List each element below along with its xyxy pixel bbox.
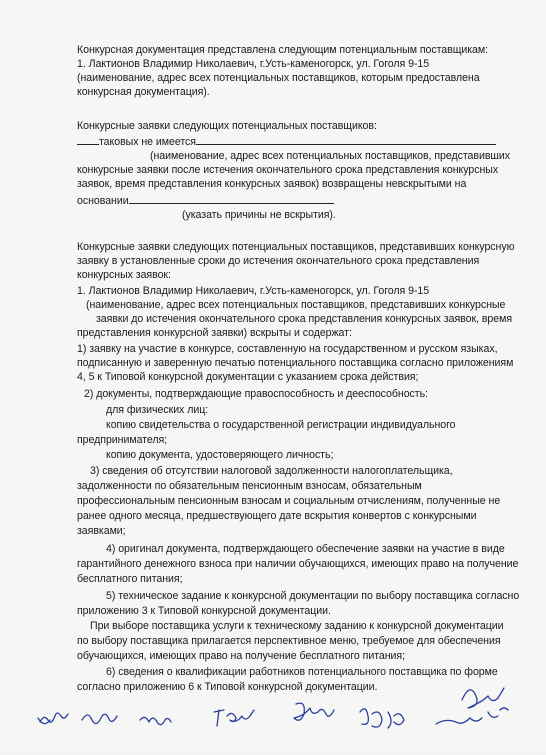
section1-note: конкурсная документация).: [77, 86, 210, 98]
paragraph-3: профессиональным пенсионным взносам и социальным отчислениям, полученные не: [77, 495, 501, 507]
paragraph-7: согласно приложению 6 к Типовой конкурсной документации.: [77, 681, 378, 693]
signature-7: [436, 712, 498, 724]
signature-5: [294, 703, 334, 720]
section3-intro: Конкурсные заявки следующих потенциальных поставщиков, представивших конкурсную: [77, 241, 515, 253]
paragraph-3: заявками;: [77, 525, 126, 537]
signature-1: [38, 713, 68, 724]
paragraph-2: для физических лиц:: [106, 404, 209, 416]
paragraph-3: 3) сведения об отсутствии налоговой задолженности налогоплательщика,: [90, 465, 453, 477]
paragraph-5: 5) техническое задание к конкурсной документации по выбору поставщика согласно: [106, 590, 520, 602]
paragraph-2: копию документа, удостоверяющего личность;: [106, 449, 334, 461]
section1-heading: Конкурсная документация представлена следующим потенциальным поставщикам:: [77, 44, 489, 56]
paragraph-4: бесплатного питания;: [77, 573, 183, 585]
basis-label: основании: [77, 195, 129, 207]
section2-note: (наименование, адрес всех потенциальных поставщиков, представивших: [150, 150, 510, 162]
signature-4: [214, 710, 254, 726]
section3-item-1: 1. Лактионов Владимир Николаевич, г.Усть-каменогорск, ул. Гоголя 9-15: [77, 285, 430, 297]
paragraph-4: 4) оригинал документа, подтверждающего обеспечение заявки на участие в виде: [106, 543, 505, 555]
section3-intro: конкурсных заявок:: [77, 269, 171, 281]
section2-note: заявок, время представления конкурсных заявок) возвращены невскрытыми на: [77, 178, 467, 190]
paragraph-2: предпринимателя;: [77, 434, 168, 446]
section3-note: заявки до истечения окончательного срока представления конкурсных заявок, время: [96, 313, 513, 325]
section2-basis-note: (указать причины не вскрытия).: [182, 209, 336, 221]
paragraph-6: по выбору поставщика прилагается перспективное меню, требуемое для обеспечения: [77, 635, 501, 647]
paragraph-1: 4, 5 к Типовой конкурсной документации с указанием срока действия;: [77, 371, 419, 383]
signature-3: [140, 717, 171, 724]
section3-note: представления конкурсной заявки) вскрыты и содержат:: [77, 327, 352, 339]
section1-item-1: 1. Лактионов Владимир Николаевич, г.Усть-каменогорск, ул. Гоголя 9-15: [77, 58, 430, 70]
paragraph-6: При выборе поставщика услуги к техническому заданию к конкурсной документации: [90, 620, 504, 632]
section2-heading: Конкурсные заявки следующих потенциальных поставщиков:: [77, 120, 377, 132]
section3-note: (наименование, адрес всех потенциальных поставщиков, представивших конкурсные: [86, 299, 506, 311]
paragraph-1: 1) заявку на участие в конкурсе, составленную на государственном и русском языках,: [77, 343, 498, 355]
paragraph-3: задолженности по обязательным пенсионным взносам, обязательным: [77, 480, 422, 492]
paragraph-3: ранее одного месяца, предшествующего дате вскрытия конвертов с конкурсными: [77, 510, 477, 522]
paragraph-7: 6) сведения о квалификации работников потенциального поставщика по форме: [106, 666, 498, 678]
section2-note: конкурсные заявки после истечения окончательного срока представления конкурсных: [77, 164, 499, 176]
paragraph-6: обучающихся, имеющих право на получение бесплатного питания;: [77, 650, 405, 662]
paragraph-2: копию свидетельства о государственной регистрации индивидуального: [106, 419, 456, 431]
section2-line-text: таковых не имеется: [99, 136, 196, 148]
signature-8: [462, 688, 508, 710]
signature-6: [360, 709, 404, 728]
paragraph-4: гарантийного денежного взноса при наличии обучающихся, имеющих право на получение: [77, 558, 519, 570]
paragraph-1: подписанную и заверенную печатью потенциального поставщика согласно приложениям: [77, 357, 514, 369]
section1-note: (наименование, адрес всех потенциальных поставщиков, которым предоставлена: [77, 72, 480, 84]
paragraph-2: 2) документы, подтверждающие правоспособность и дееспособность:: [84, 388, 428, 400]
section3-intro: заявку в установленные сроки до истечения окончательного срока представления: [77, 255, 480, 267]
paragraph-5: приложению 3 к Типовой конкурсной документации.: [77, 605, 331, 617]
signature-2: [82, 714, 117, 723]
